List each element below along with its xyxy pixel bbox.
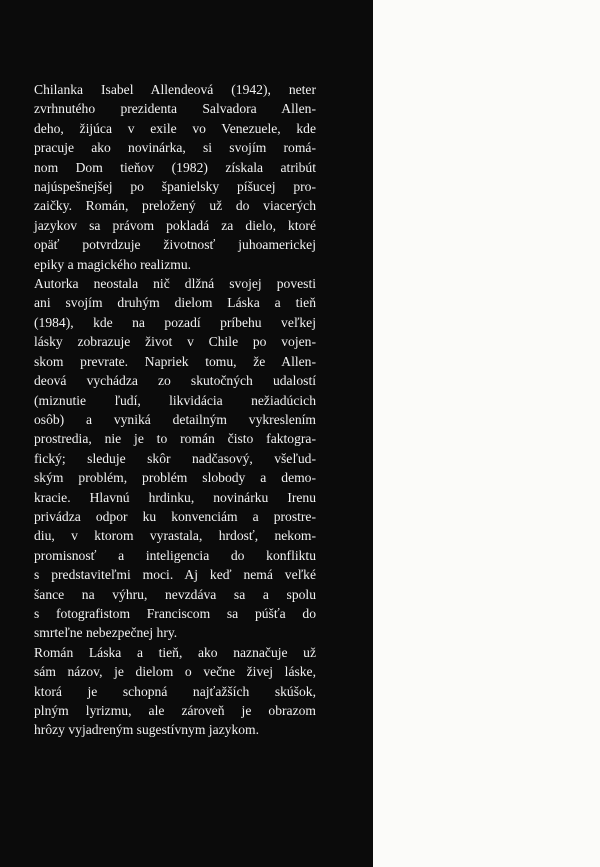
text-line: s predstaviteľmi moci. Aj keď nemá veľké — [34, 567, 316, 583]
page-edge — [373, 0, 600, 867]
text-line: hrôzy vyjadreným sugestívnym jazykom. — [34, 722, 260, 738]
text-line: pracuje ako novinárka, si svojím romá- — [34, 140, 316, 156]
text-line: promisnosť a inteligencia do konfliktu — [34, 547, 316, 563]
text-line: Autorka neostala nič dlžná svojej povesti — [34, 276, 316, 292]
text-line: sám názov, je dielom o večne živej láske, — [34, 664, 316, 680]
text-line: opäť potvrdzuje životnosť juhoamerickej — [34, 237, 316, 253]
text-line: zaičky. Román, preložený už do viacerých — [34, 198, 316, 214]
text-line: kracie. Hlavnú hrdinku, novinárku Irenu — [34, 489, 316, 505]
text-line: ktorá je schopná najťažších skúšok, — [34, 683, 316, 699]
text-line: jazykov sa právom pokladá za dielo, ktoré — [34, 217, 316, 233]
text-line: fický; sleduje skôr nadčasový, všeľud- — [34, 450, 316, 466]
text-line: najúspešnejšej po španielsky píšucej pro- — [34, 179, 316, 195]
text-line: epiky a magického realizmu. — [34, 256, 192, 272]
text-line: lásky zobrazuje život v Chile po vojen- — [34, 334, 316, 350]
text-line: zvrhnutého prezidenta Salvadora Allen- — [34, 101, 316, 117]
text-line: Román Láska a tieň, ako naznačuje už — [34, 644, 316, 660]
text-line: (1984), kde na pozadí príbehu veľkej — [34, 314, 316, 330]
text-line: privádza odpor ku konvenciám a prostre- — [34, 508, 316, 524]
back-cover-blurb — [34, 80, 316, 740]
text-line: (miznutie ľudí, likvidácia nežiadúcich — [34, 392, 316, 408]
text-line: nom Dom tieňov (1982) získala atribút — [34, 159, 316, 175]
text-line: ským problém, problém slobody a demo- — [34, 470, 316, 486]
text-line: prostredia, nie je to román čisto faktogra- — [34, 431, 316, 447]
text-line: skom prevrate. Napriek tomu, že Allen- — [34, 353, 316, 369]
text-line: diu, v ktorom vyrastala, hrdosť, nekom- — [34, 528, 316, 544]
paragraph-1 — [34, 80, 316, 274]
text-line: s fotografistom Franciscom sa púšťa do — [34, 605, 316, 621]
text-line: deová vychádza zo skutočných udalostí — [34, 373, 316, 389]
text-line: osôb) a vyniká detailným vykreslením — [34, 411, 316, 427]
text-line: Chilanka Isabel Allendeová (1942), neter — [34, 82, 316, 97]
text-line: deho, žijúca v exile vo Venezuele, kde — [34, 120, 316, 136]
text-line: šance na výhru, nevzdáva sa a spolu — [34, 586, 316, 602]
paragraph-2 — [34, 274, 316, 643]
text-line: ani svojím druhým dielom Láska a tieň — [34, 295, 316, 311]
text-line: plným lyrizmu, ale zároveň je obrazom — [34, 703, 316, 718]
text-line: smrteľne nebezpečnej hry. — [34, 625, 178, 641]
paragraph-3 — [34, 643, 316, 740]
